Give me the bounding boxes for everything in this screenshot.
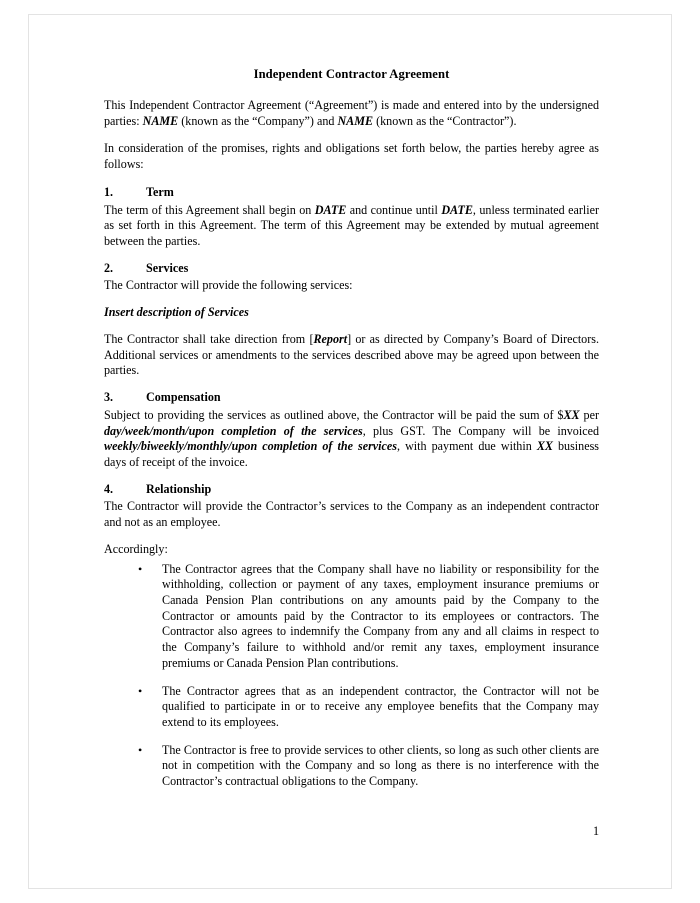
page-title: Independent Contractor Agreement bbox=[253, 67, 450, 81]
intro-text-b: (known as the “Company”) and bbox=[178, 113, 338, 128]
section-label-term: Term bbox=[146, 184, 174, 199]
bullet-icon: • bbox=[138, 561, 143, 576]
term-date-end: DATE bbox=[441, 202, 473, 217]
section-body-services: The Contractor will provide the following services: bbox=[104, 278, 353, 293]
comp-text-d: , with payment due within bbox=[396, 439, 537, 454]
section-heading-services bbox=[104, 261, 599, 277]
services-text-a: The Contractor shall take direction from [ bbox=[104, 331, 314, 346]
intro-text-a: This Independent Contractor Agreement (“Agreement”) is made and entered into by the undersigned parties: bbox=[104, 98, 599, 128]
list-item bbox=[104, 562, 599, 672]
insert-services-placeholder: Insert description of Services bbox=[104, 305, 249, 320]
section-label-services: Services bbox=[146, 260, 189, 275]
bullet-icon: • bbox=[138, 742, 143, 757]
section-body-relationship: The Contractor will provide the Contractor’s services to the Company as an independent contractor and not as an employee. bbox=[104, 499, 599, 530]
list-item-text: The Contractor agrees that as an independent contractor, the Contractor will not be qualified to participate in or to receive any employee benefits that the Company may extend to its employees. bbox=[162, 683, 599, 729]
section-heading-relationship bbox=[104, 482, 599, 498]
list-item bbox=[104, 684, 599, 731]
page-number: 1 bbox=[592, 824, 599, 838]
comp-amount-placeholder: XX bbox=[563, 407, 580, 422]
comp-text-a: Subject to providing the services as outlined above, the Contractor will be paid the sum of $ bbox=[104, 407, 564, 422]
intro-text-c: (known as the “Contractor”). bbox=[373, 113, 517, 128]
section-number-2: 2. bbox=[104, 260, 114, 275]
term-date-start: DATE bbox=[314, 202, 347, 217]
section-body-term bbox=[104, 203, 599, 250]
section-number-1: 1. bbox=[104, 184, 114, 199]
comp-text-b: per bbox=[579, 407, 599, 422]
accordingly-label: Accordingly: bbox=[104, 541, 168, 556]
section-heading-term bbox=[104, 185, 599, 201]
comp-invoice-options: weekly/biweekly/monthly/upon completion of the services bbox=[104, 439, 397, 454]
comp-text-e: business days of receipt of the invoice. bbox=[104, 439, 599, 469]
document-page bbox=[28, 14, 672, 889]
party-name-company: NAME bbox=[142, 113, 179, 128]
comp-text-c: , plus GST. The Company will be invoiced bbox=[362, 423, 599, 438]
section-body-compensation bbox=[104, 408, 599, 471]
term-text-c: and continue until bbox=[346, 202, 442, 217]
list-item-text: The Contractor agrees that the Company shall have no liability or responsibility for the withholding, collection or payment of any taxes, employment insurance premiums or Canada Pension Plan contributions on any amounts paid by the Company to the Contractor or amounts paid by the Contractor to its employees or contractors. The Contractor also agrees to indemnify the Company from any and all claims in respect to the Company’s failure to withhold and/or remit any taxes, employment insurance premiums or Canada Pension Plan contributions. bbox=[162, 561, 599, 670]
section-body-services-direction bbox=[104, 332, 599, 379]
term-text-d: , unless terminated earlier as set forth in this Agreement. The term of this Agreement may be extended by mutual agreement between the parties. bbox=[104, 202, 600, 249]
comp-period-options: day/week/month/upon completion of the services bbox=[104, 423, 363, 438]
term-text-a: The term of this Agreement shall begin on bbox=[104, 202, 315, 217]
intro-paragraph-2: In consideration of the promises, rights and obligations set forth below, the parties hereby agree as follows: bbox=[104, 141, 599, 172]
section-label-relationship: Relationship bbox=[146, 481, 212, 496]
services-report-placeholder: Report bbox=[313, 331, 348, 346]
section-heading-compensation bbox=[104, 390, 599, 406]
party-name-contractor: NAME bbox=[337, 113, 374, 128]
bullet-icon: • bbox=[138, 683, 143, 698]
section-number-3: 3. bbox=[104, 390, 114, 405]
section-label-compensation: Compensation bbox=[146, 390, 221, 405]
intro-paragraph-1 bbox=[104, 98, 599, 129]
section-number-4: 4. bbox=[104, 481, 114, 496]
obligations-list bbox=[104, 562, 599, 790]
list-item-text: The Contractor is free to provide services to other clients, so long as such other clients are not in competition with the Company and so long as there is no interference with the Contractor’s contractual obligations to the Company. bbox=[162, 742, 599, 789]
document-content bbox=[104, 67, 599, 857]
comp-days-placeholder: XX bbox=[536, 439, 553, 454]
services-text-c: ] or as directed by Company’s Board of Directors. Additional services or amendments to the services described above may be agreed upon between the parties. bbox=[104, 331, 599, 378]
list-item bbox=[104, 743, 599, 790]
